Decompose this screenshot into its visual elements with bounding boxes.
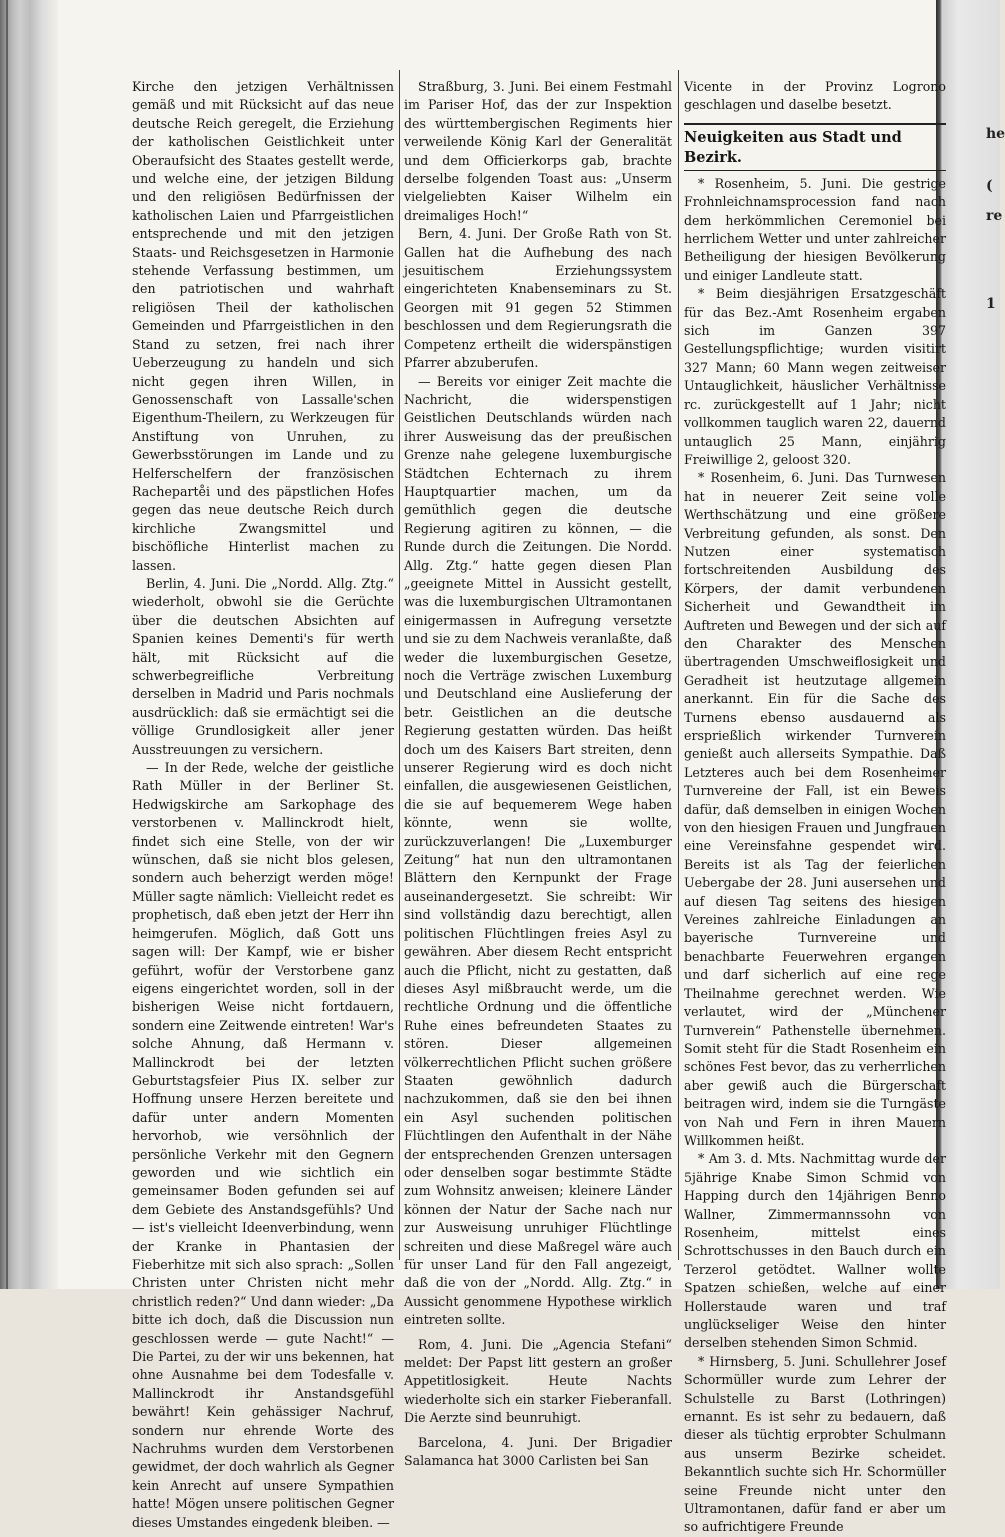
column-rule bbox=[399, 70, 400, 1260]
article-paragraph: Kirche den jetzigen Verhältnissen gemäß und mit Rücksicht auf das neue deutsche Reich geregelt, die Erziehung der katholischen Geistlichkeit unter Oberaufsicht des Staates gestellt werde, und welche eine, der jetzigen Bildung und den religiösen Bedürfnissen der katholischen Laien und Pfarrgeistlichen entsprechende und mit den jetzigen Staats- und Reichsgesetzen in Harmonie stehende Verfassung bestimmen, um den patriotischen und wahrhaft religiösen Theil der katholischen Gemeinden und Pfarrgeistlichen in den Stand zu setzen, frei nach ihrer Ueberzeugung zu handeln und sich nicht gegen ihren Willen, in Genossenschaft von Lassalle'schen Eigenthum-Theilern, zu Werkzeugen für Anstiftung von Unruhen, zu Gewerbsstörungen im Lande und zu Helferschelfern der französischen Racheparte̊i und des päpstlichen Hofes gegen das neue deutsche Reich durch kirchliche Zwangsmittel und bischöfliche Hinterlist machen zu lassen. bbox=[132, 79, 394, 573]
article-paragraph: Vicente in der Provinz Logrono geschlagen und daselbe besetzt. bbox=[684, 79, 946, 113]
article-paragraph: Rom, 4. Juni. Die „Agencia Stefani“ meldet: Der Papst litt gestern an großer Appetitlosigkeit. Heute Nachts wiederholte sich ein starker Fieberanfall. Die Aerzte sind beunruhigt. bbox=[404, 1336, 672, 1426]
edge-text-fragment: 1 bbox=[986, 296, 996, 312]
edge-text-fragment: ( bbox=[986, 178, 993, 194]
article-paragraph: Barcelona, 4. Juni. Der Brigadier Salamanca hat 3000 Carlisten bei San bbox=[404, 1434, 672, 1469]
edge-text-fragment: he bbox=[986, 126, 1005, 142]
article-paragraph: — In der Rede, welche der geistliche Rath Müller in der Berliner St. Hedwigskirche am Sarkophage des verstorbenen v. Mallinckrodt hielt, findet sich eine Stelle, von der wir wünschen, daß sie nicht blos gelesen, sondern auch beherzigt werden möge! Müller sagte nämlich: Vielleicht redet es prophetisch, daß eben jetzt der Herr ihn heimgerufen. Möglich, daß Gott uns sagen will: Der Kampf, wie er bisher geführt, wofür der Verstorbene ganz eigens eingerichtet worden, soll in der bisherigen Weise nicht fortdauern, sondern eine Zeitwende eintreten! War's solche Ahnung, daß Hermann v. Mallinckrodt bei der letzten Geburtstagsfeier Pius IX. selber zur Hoffnung unsere Herzen bereitete und dafür unter andern Momenten hervorhob, wie versöhnlich der persönliche Verkehr mit den Gegnern geworden und wie sichtlich ein gemeinsamer Boden gefunden sei auf dem Gebiete des Anstandsgefühls? Und — ist's vielleicht Ideenverbindung, wenn der Kranke in Phantasien der Fieberhitze mit sich also sprach: „Sollen Christen unter Christen nicht mehr christlich reden?“ Und dann wieder: „Da bitte ich doch, daß die Discussion nun geschlossen werde — gute Nacht!“ — Die Partei, zu der wir uns bekennen, hat ohne Ausnahme bei dem Todesfalle v. Mallinckrodt ihr Anstandsgefühl bewährt! Kein gehässiger Nachruf, sondern nur ehrende Worte des Nachruhms wurden dem Verstorbenen gewidmet, der doch wahrlich als Gegner kein Anrecht auf unsere Sympathien hatte! Mögen unsere politischen Gegner dieses Umstandes eingedenk bleiben. — bbox=[132, 760, 394, 1530]
column-left bbox=[132, 78, 394, 1530]
article-paragraph: * Am 3. d. Mts. Nachmittag wurde der 5jährige Knabe Simon Schmid von Happing durch den 14jährigen Benno Wallner, Zimmermannssohn von Rosenheim, mittelst eines Schrottschusses in den Bauch durch ein Terzerol getödtet. Wallner wollte Spatzen schießen, welche auf einer Hollerstaude waren und traf unglückseliger Weise den hinter derselben stehenden Simon Schmid. bbox=[684, 1151, 946, 1351]
article-paragraph: * Rosenheim, 5. Juni. Die gestrige Frohnleichnamsprocession fand nach dem herkömmlichen Ceremoniel bei herrlichem Wetter und unter zahlreicher Betheiligung der hiesigen Bevölkerung und einiger Landleute statt. bbox=[684, 175, 946, 283]
section-heading: Neuigkeiten aus Stadt und Bezirk. bbox=[684, 123, 946, 171]
article-paragraph: Bern, 4. Juni. Der Große Rath von St. Gallen hat die Aufhebung des nach jesuitischem Erziehungssystem eingerichteten Knabenseminars zu St. Georgen mit 91 gegen 52 Stimmen beschlossen und dem Regierungsrath die Competenz ertheilt die widerspänstigen Pfarrer abzuberufen. bbox=[404, 226, 672, 371]
column-right bbox=[684, 78, 946, 1535]
article-paragraph: Berlin, 4. Juni. Die „Nordd. Allg. Ztg.“ wiederholt, obwohl sie die Gerüchte über die deutschen Absichten auf Spanien keines Dementi's für werth hält, mit Rücksicht auf die schwerbegreifliche Verbreitung derselben in Madrid und Paris nochmals ausdrücklich: daß sie ermächtigt sei die völlige Grundlosigkeit aller jener Ausstreuungen zu versichern. bbox=[132, 575, 394, 757]
column-middle bbox=[404, 78, 672, 1469]
column-rule bbox=[678, 70, 679, 1260]
article-paragraph: * Hirnsberg, 5. Juni. Schullehrer Josef Schormüller wurde zum Lehrer der Schulstelle zu Barst (Lothringen) ernannt. Es ist sehr zu bedauern, daß dieser als tüchtig erprobter Schulmann aus unserm Bezirke scheidet. Bekanntlich suchte sich Hr. Schormüller seine Freunde nicht unter den Ultramontanen, dafür fand er aber um so aufrichtigere Freunde bbox=[684, 1353, 946, 1535]
edge-text-fragment: re bbox=[986, 208, 1003, 224]
article-paragraph: * Beim diesjährigen Ersatzgeschäft für das Bez.-Amt Rosenheim ergaben sich im Ganzen 397 Gestellungspflichtige; wurden visitirt 327 Mann; 60 Mann wegen zeitweiser Untauglichkeit, häuslicher Verhältnisse rc. zurückgestellt auf 1 Jahr; nicht vollkommen tauglich waren 22, dauernd untauglich 25 Mann, einjährig Freiwillige 2, geloost 320. bbox=[684, 286, 946, 467]
article-paragraph: Straßburg, 3. Juni. Bei einem Festmahl im Pariser Hof, das der zur Inspektion des württembergischen Regiments hier verweilende König Karl der Generalität und dem Officierkorps gab, brachte derselbe folgenden Toast aus: „Unserm vielgeliebten Kaiser Wilhelm ein dreimaliges Hoch!“ bbox=[404, 79, 672, 223]
article-paragraph: — Bereits vor einiger Zeit machte die Nachricht, die widerspenstigen Geistlichen Deutschlands würden nach ihrer Ausweisung das der preußischen Grenze nahe gelegene luxemburgische Städtchen Echternach zu ihrem Hauptquartier machen, um da gemüthlich gegen die deutsche Regierung agitiren zu können, — die Runde durch die Zeitungen. Die Nordd. Allg. Ztg.“ hatte gegen diesen Plan „geeignete Mittel in Aussicht gestellt, was die luxemburgischen Ultramontanen einigermassen in Aufregung versetzte und sie zu dem Nachweis veranlaßte, daß weder die luxemburgischen Gesetze, noch die Verträge zwischen Luxemburg und Deutschland eine Auslieferung der betr. Geistlichen an die deutsche Regierung gestatten würden. Das heißt doch um des Kaisers Bart streiten, denn unserer Regierung wird es doch nicht einfallen, die ausgewiesenen Geistlichen, die sie auf bequemerem Wege haben könnte, wenn sie wollte, zurückzuverlangen! Die „Luxemburger Zeitung“ hat nun den ultramontanen Blättern den Kernpunkt der Frage auseinandergesetzt. Sie schreibt: Wir sind vollständig dazu berechtigt, allen politischen Flüchtlingen freies Asyl zu gewähren. Aber diesem Recht entspricht auch die Pflicht, nicht zu gestatten, daß dieses Asyl mißbraucht werde, um die rechtliche Ordnung und die öffentliche Ruhe eines befreundeten Staates zu stören. Dieser allgemeinen völkerrechtlichen Pflicht suchen größere Staaten gewöhnlich dadurch nachzukommen, daß sie den bei ihnen ein Asyl suchenden politischen Flüchtlingen den Aufenthalt in der Nähe der entsprechenden Grenzen untersagen oder denselben sogar bestimmte Städte zum Wohnsitz anweisen; kleinere Länder können der Natur der Sache nach nur zur Ausweisung unruhiger Flüchtlinge schreiten und diese Maßregel wäre auch für unser Land für den Fall angezeigt, daß die von der „Nordd. Allg. Ztg.“ in Aussicht genommene Hypothese wirklich eintreten sollte. bbox=[404, 373, 672, 1328]
book-binding bbox=[0, 0, 58, 1289]
article-paragraph: * Rosenheim, 6. Juni. Das Turnwesen hat in neuerer Zeit seine volle Werthschätzung und eine größere Verbreitung gefunden, als sonst. Den Nutzen einer systematisch fortschreitenden Ausbildung des Körpers, der damit verbundenen Sicherheit und Gewandtheit im Auftreten und Bewegen und der sich auf den Charakter des Menschen übertragenden Umschweiflosigkeit und Geradheit ist heutzutage allgemein anerkannt. Ein für die Sache des Turnens ebenso ausdauernd als ersprießlich wirkender Turnverein genießt auch allerseits Sympathie. Daß Letzteres auch bei dem Rosenheimer Turnvereine der Fall, ist ein Beweis dafür, daß demselben in einigen Wochen von den hiesigen Frauen und Jungfrauen eine Vereinsfahne gespendet wird. Bereits ist als Tag der feierlichen Uebergabe der 28. Juni ausersehen und auf diesen Tag seitens des hiesigen Vereines zahlreiche Einladungen an bayerische Turnvereine und benachbarte Feuerwehren ergangen und darf sicherlich auf eine rege Theilnahme gerechnet werden. Wie verlautet, wird der „Münchener Turnverein“ Pathenstelle übernehmen. Somit steht für die Stadt Rosenheim ein schönes Fest bevor, das zu verherrlichen aber gewiß auch die Bürgerschaft beitragen wird, indem sie die Turngäste von Nah und Fern in ihren Mauern Willkommen heißt. bbox=[684, 470, 946, 1148]
binding-shadow-line bbox=[6, 0, 8, 1289]
